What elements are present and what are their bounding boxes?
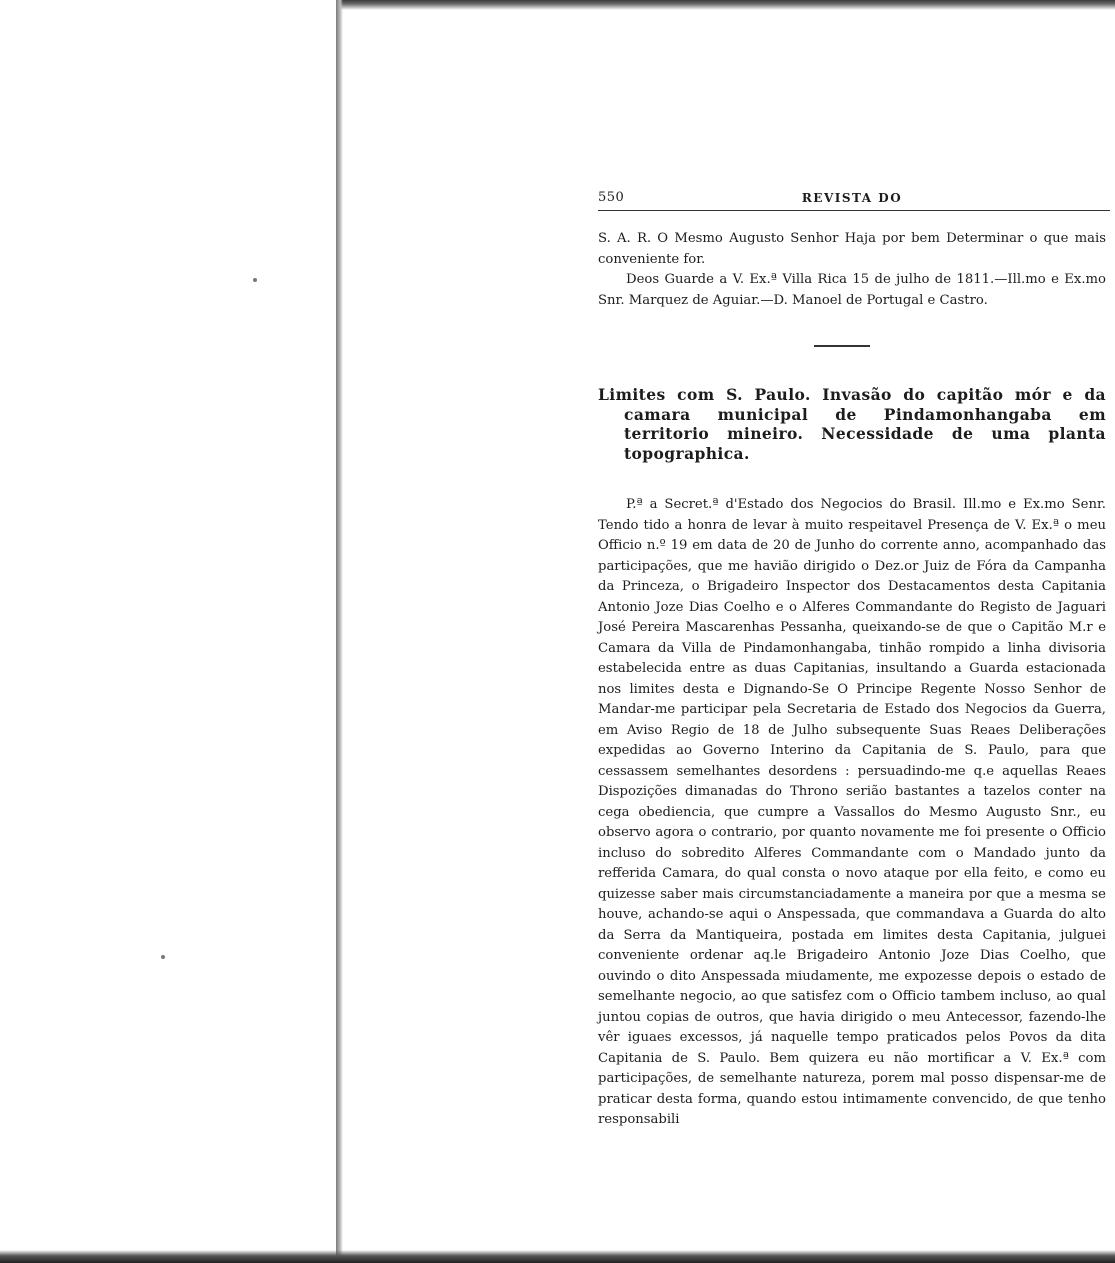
- scan-edge-left: [336, 0, 343, 1263]
- section-body: [598, 495, 1106, 1131]
- scan-speck: [161, 955, 165, 959]
- page-number: 550: [598, 190, 625, 205]
- scan-edge-bottom: [0, 1250, 1115, 1263]
- book-page: [598, 186, 1106, 1131]
- journal-title: REVISTA DO: [801, 191, 903, 205]
- header-rule: [598, 210, 1110, 211]
- body-paragraph: P.ª a Secret.ª d'Estado dos Negocios do Brasil. Ill.mo e Ex.mo Senr. Tendo tido a honra de levar à muito respeitavel Presença de V. Ex.ª o meu Officio n.º 19 em data de 20 de Junho do corrente anno, acompanhado das participações, que me havião dirigido o Dez.or Juiz de Fóra da Campanha da Princeza, o Brigadeiro Inspector dos Destacamentos desta Capitania Antonio Joze Dias Coelho e o Alferes Commandante do Registo de Jaguari José Pereira Mascarenhas Pessanha, queixando-se de que o Capitão M.r e Camara da Villa de Pindamonhangaba, tinhão rompido a linha divisoria estabelecida entre as duas Capitanias, insultando a Guarda estacionada nos limites desta e Dignando-Se O Principe Regente Nosso Senhor de Mandar-me participar pela Secretaria de Estado dos Negocios da Guerra, em Aviso Regio de 18 de Julho subsequente Suas Reaes Deliberações expedidas ao Governo Interino da Capitania de S. Paulo, para que cessassem semelhantes desordens : persuadindo-me q.e aquellas Reaes Dispozições dimanadas do Throno serião bastantes a tazelos conter na cega obediencia, que cumpre a Vassallos do Mesmo Augusto Snr., eu observo agora o contrario, por quanto novamente me foi presente o Officio incluso do sobredito Alferes Commandante com o Mandado junto da refferida Camara, do qual consta o novo ataque por ella feito, e como eu quizesse saber mais circumstanciadamente a maneira por que a mesma se houve, achando-se aqui o Anspessada, que commandava a Guarda do alto da Serra da Mantiqueira, postada em limites desta Capitania, julguei conveniente ordenar aq.le Brigadeiro Antonio Joze Dias Coelho, que ouvindo o dito Anspessada miudamente, me expozesse depois o estado de semelhante negocio, ao que satisfez com o Officio tambem incluso, ao qual juntou copias de outros, que havia dirigido o meu Antecessor, fazendo-lhe vêr iguaes excessos, já naquelle tempo praticados pelos Povos da dita Capitania de S. Paulo. Bem quizera eu não mortificar a V. Ex.ª com participações, de semelhante natureza, porem mal posso dispensar-me de praticar desta forma, quando estou intimamente convencido, de que tenho responsabili: [598, 497, 1106, 1127]
- continuation-text: [598, 229, 1106, 311]
- section-title: Limites com S. Paulo. Invasão do capitão mór e da camara municipal de Pindamonhangaba em territorio mineiro. Necessidade de uma planta topographica.: [598, 385, 1106, 463]
- running-head: [598, 186, 1106, 208]
- section-separator: [814, 345, 870, 347]
- scan-speck: [253, 278, 257, 282]
- closing-paragraph: Deos Guarde a V. Ex.ª Villa Rica 15 de julho de 1811.—Ill.mo e Ex.mo Snr. Marquez de Aguiar.—D. Manoel de Portugal e Castro.: [598, 272, 1106, 308]
- continuation-paragraph: S. A. R. O Mesmo Augusto Senhor Haja por bem Determinar o que mais conveniente for.: [598, 231, 1106, 267]
- scan-edge-top: [340, 0, 1115, 10]
